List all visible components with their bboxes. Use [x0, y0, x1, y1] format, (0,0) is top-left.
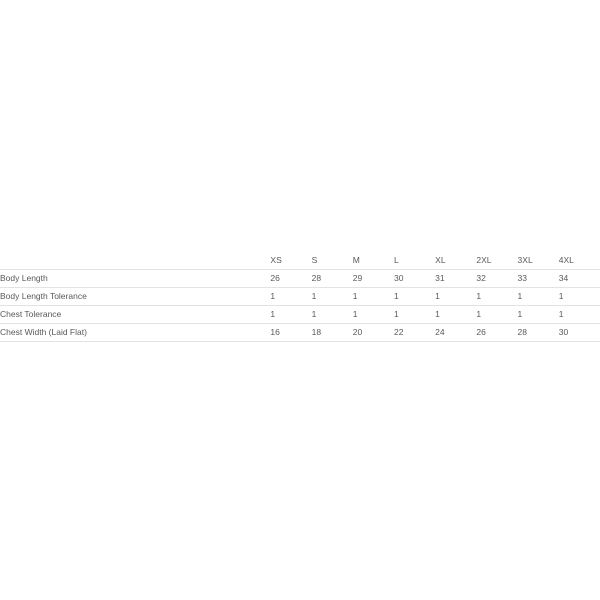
cell-body-length-3xl: 33: [517, 273, 528, 284]
header-size-l: L: [393, 255, 399, 266]
cell-chest-width-3xl: 28: [517, 327, 528, 338]
cell-body-length-tolerance-l: 1: [393, 291, 399, 302]
cell-body-length-2xl: 32: [476, 273, 486, 284]
cell-body-length-xs: 26: [270, 273, 280, 284]
header-size-xl: XL: [435, 255, 446, 266]
cell-body-length-l: 30: [393, 273, 404, 284]
cell-chest-width-l: 22: [393, 327, 404, 338]
size-chart: [0, 252, 600, 342]
cell-body-length-tolerance-xs: 1: [270, 291, 276, 302]
cell-chest-width-4xl: 30: [558, 327, 569, 338]
cell-chest-tolerance-m: 1: [352, 309, 358, 320]
cell-body-length-tolerance-3xl: 1: [517, 291, 523, 302]
cell-body-length-tolerance-2xl: 1: [476, 291, 482, 302]
row-label-body-length: Body Length: [0, 273, 48, 284]
table-row: [0, 270, 600, 288]
cell-chest-tolerance-xs: 1: [270, 309, 276, 320]
cell-body-length-tolerance-4xl: 1: [558, 291, 564, 302]
cell-chest-width-xl: 24: [435, 327, 445, 338]
cell-body-length-tolerance-m: 1: [352, 291, 358, 302]
row-label-chest-tolerance: Chest Tolerance: [0, 309, 62, 320]
cell-chest-tolerance-2xl: 1: [476, 309, 482, 320]
row-label-body-length-tolerance: Body Length Tolerance: [0, 291, 87, 302]
row-label-chest-width: Chest Width (Laid Flat): [0, 327, 87, 338]
header-size-4xl: 4XL: [558, 255, 574, 266]
cell-chest-width-xs: 16: [270, 327, 280, 338]
cell-body-length-tolerance-xl: 1: [435, 291, 440, 302]
header-size-xs: XS: [270, 255, 282, 266]
header-size-2xl: 2XL: [476, 255, 492, 266]
header-row: [0, 252, 600, 270]
cell-chest-tolerance-3xl: 1: [517, 309, 523, 320]
cell-body-length-4xl: 34: [558, 273, 569, 284]
cell-body-length-m: 29: [352, 273, 363, 284]
table-row: [0, 324, 600, 342]
cell-chest-tolerance-s: 1: [311, 309, 317, 320]
cell-chest-tolerance-l: 1: [393, 309, 399, 320]
table-row: [0, 288, 600, 306]
table-header: [0, 252, 600, 270]
cell-chest-width-m: 20: [352, 327, 363, 338]
cell-chest-tolerance-xl: 1: [435, 309, 440, 320]
header-measurement: [0, 252, 270, 270]
cell-body-length-s: 28: [311, 273, 322, 284]
header-size-m: M: [352, 255, 360, 266]
cell-chest-tolerance-4xl: 1: [558, 309, 564, 320]
table-row: [0, 306, 600, 324]
cell-body-length-xl: 31: [435, 273, 445, 284]
table-body: [0, 270, 600, 342]
cell-chest-width-2xl: 26: [476, 327, 486, 338]
size-chart-table: [0, 252, 600, 342]
cell-body-length-tolerance-s: 1: [311, 291, 317, 302]
cell-chest-width-s: 18: [311, 327, 322, 338]
header-size-3xl: 3XL: [517, 255, 533, 266]
header-size-s: S: [311, 255, 318, 266]
